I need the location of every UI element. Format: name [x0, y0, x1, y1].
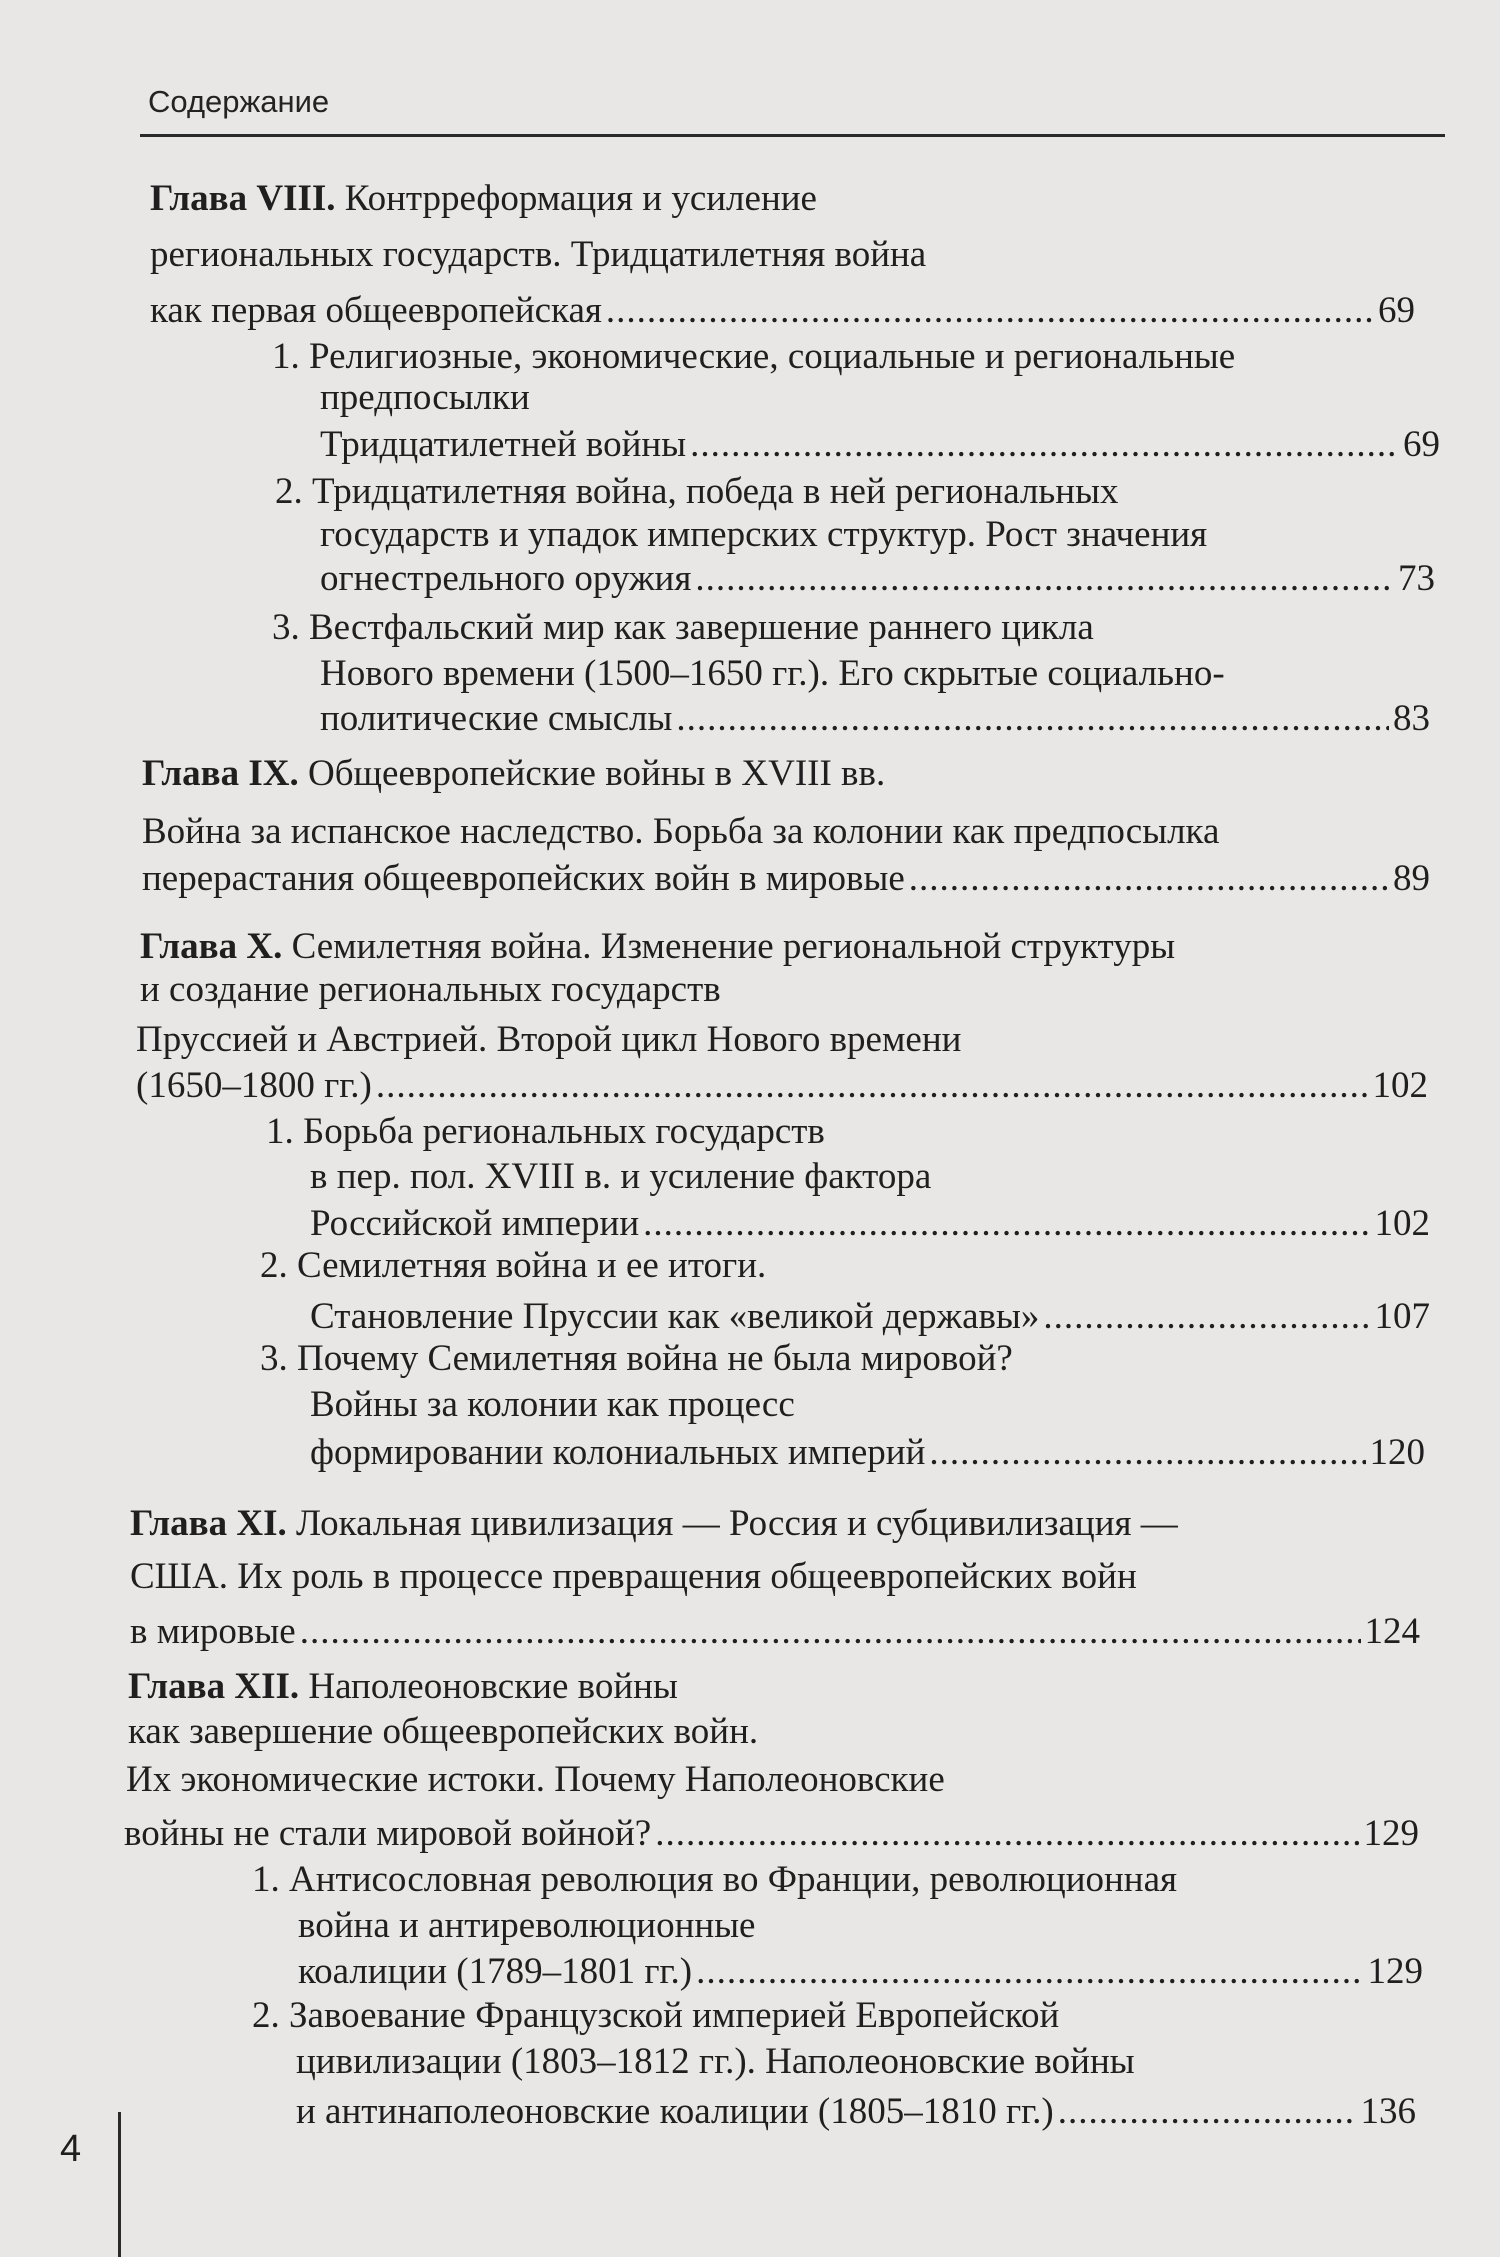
toc-section-8-3-line-3[interactable] — [320, 697, 1430, 741]
entry-text: Тридцатилетней войны — [320, 424, 687, 465]
page-ref: 69 — [1378, 290, 1415, 331]
page-ref: 129 — [1363, 1813, 1419, 1854]
entry-text: формировании колониальных империй — [310, 1432, 926, 1473]
toc-chapter-8-line-1 — [150, 177, 817, 221]
chapter-title: Контрреформация и усиление — [344, 178, 817, 219]
chapter-label: Глава XII. — [128, 1666, 300, 1707]
chapter-title: Общеевропейские войны в XVIII вв. — [307, 753, 886, 794]
toc-chapter-11-line-3[interactable] — [130, 1610, 1420, 1654]
dot-leader — [1058, 2090, 1357, 2134]
toc-section-12-2-line-1: 2. Завоевание Французской империей Европейской — [252, 1995, 1060, 2036]
margin-rule — [118, 2112, 121, 2257]
dot-leader — [690, 423, 1399, 467]
toc-section-8-2-line-2: государств и упадок имперских структур. Рост значения — [320, 514, 1208, 555]
dot-leader — [696, 1950, 1363, 1994]
dot-leader — [676, 697, 1389, 741]
chapter-title: Наполеоновские войны — [308, 1666, 678, 1707]
page-ref: 83 — [1393, 698, 1430, 739]
entry-text: как первая общеевропейская — [150, 290, 602, 331]
toc-chapter-10-line-3: Пруссией и Австрией. Второй цикл Нового времени — [136, 1019, 962, 1060]
toc-chapter-9-line-3[interactable] — [142, 857, 1430, 901]
entry-text: Российской империи — [310, 1203, 640, 1244]
entry-text: огнестрельного оружия — [320, 558, 692, 599]
entry-text: Становление Пруссии как «великой державы» — [310, 1296, 1040, 1337]
toc-section-8-2-line-3[interactable] — [320, 557, 1435, 601]
toc-section-12-2-line-2: цивилизации (1803–1812 гг.). Наполеоновские войны — [296, 2041, 1135, 2082]
dot-leader — [909, 857, 1389, 901]
toc-section-8-1-line-1: 1. Религиозные, экономические, социальные и региональные — [272, 336, 1236, 377]
chapter-label: Глава VIII. — [150, 178, 336, 219]
dot-leader — [376, 1064, 1369, 1108]
toc-chapter-8-line-2: региональных государств. Тридцатилетняя война — [150, 234, 927, 275]
page-ref: 120 — [1369, 1432, 1425, 1473]
toc-chapter-9-line-1 — [142, 752, 885, 796]
page-ref: 89 — [1393, 858, 1430, 899]
running-header: Содержание — [148, 84, 330, 119]
entry-text: коалиции (1789–1801 гг.) — [298, 1951, 693, 1992]
chapter-label: Глава XI. — [130, 1503, 287, 1544]
toc-chapter-8-line-3[interactable] — [150, 289, 1415, 333]
chapter-label: Глава X. — [140, 926, 283, 967]
toc-chapter-10-line-1 — [140, 925, 1175, 969]
dot-leader — [695, 557, 1394, 601]
toc-section-10-3-line-3[interactable] — [310, 1431, 1425, 1475]
entry-text: и антинаполеоновские коалиции (1805–1810 гг.) — [296, 2091, 1054, 2132]
toc-section-8-1-line-2: предпосылки — [320, 377, 530, 418]
toc-section-10-1-line-3[interactable] — [310, 1202, 1430, 1246]
page-ref: 102 — [1372, 1065, 1428, 1106]
toc-section-8-1-line-3[interactable] — [320, 423, 1440, 467]
page-ref: 129 — [1367, 1951, 1423, 1992]
dot-leader — [1043, 1295, 1370, 1339]
entry-text: в мировые — [130, 1611, 296, 1652]
chapter-label: Глава IX. — [142, 753, 299, 794]
toc-chapter-12-line-4[interactable] — [124, 1812, 1419, 1856]
toc-section-10-2-line-1: 2. Семилетняя война и ее итоги. — [260, 1245, 767, 1286]
page-ref: 136 — [1360, 2091, 1416, 2132]
entry-text: войны не стали мировой войной? — [124, 1813, 652, 1854]
dot-leader — [643, 1202, 1370, 1246]
toc-chapter-11-line-2: США. Их роль в процессе превращения общеевропейских войн — [130, 1556, 1137, 1597]
toc-chapter-12-line-1 — [128, 1665, 678, 1709]
toc-section-10-1-line-2: в пер. пол. XVIII в. и усиление фактора — [310, 1156, 932, 1197]
page-ref: 73 — [1398, 558, 1435, 599]
header-rule — [140, 134, 1445, 137]
toc-section-8-3-line-2: Нового времени (1500–1650 гг.). Его скрытые социально- — [320, 653, 1225, 694]
toc-section-12-2-line-3[interactable] — [296, 2090, 1416, 2134]
chapter-title: Семилетняя война. Изменение региональной структуры — [291, 926, 1176, 967]
page-ref: 107 — [1374, 1296, 1430, 1337]
toc-section-8-3-line-1: 3. Вестфальский мир как завершение раннего цикла — [272, 607, 1094, 648]
toc-section-10-2-line-2[interactable] — [310, 1295, 1430, 1339]
page-number: 4 — [60, 2128, 82, 2170]
toc-chapter-12-line-2: как завершение общеевропейских войн. — [128, 1711, 759, 1752]
toc-chapter-11-line-1 — [130, 1502, 1178, 1546]
chapter-title: Локальная цивилизация — Россия и субцивилизация — — [295, 1503, 1178, 1544]
entry-text: политические смыслы — [320, 698, 673, 739]
dot-leader — [929, 1431, 1365, 1475]
page-ref: 102 — [1374, 1203, 1430, 1244]
toc-section-12-1-line-3[interactable] — [298, 1950, 1423, 1994]
toc-section-10-3-line-1: 3. Почему Семилетняя война не была мировой? — [260, 1338, 1013, 1379]
toc-chapter-10-line-4[interactable] — [136, 1064, 1428, 1108]
page-ref: 124 — [1364, 1611, 1420, 1652]
dot-leader — [655, 1812, 1359, 1856]
toc-chapter-10-line-2: и создание региональных государств — [140, 969, 721, 1010]
toc-chapter-9-line-2: Война за испанское наследство. Борьба за колонии как предпосылка — [142, 811, 1220, 852]
toc-section-10-3-line-2: Войны за колонии как процесс — [310, 1384, 795, 1425]
toc-chapter-12-line-3: Их экономические истоки. Почему Наполеоновские — [126, 1759, 945, 1800]
toc-section-12-1-line-2: война и антиреволюционные — [298, 1905, 756, 1946]
page-ref: 69 — [1403, 424, 1440, 465]
dot-leader — [606, 289, 1374, 333]
entry-text: перерастания общеевропейских войн в мировые — [142, 858, 905, 899]
entry-text: (1650–1800 гг.) — [136, 1065, 372, 1106]
toc-section-10-1-line-1: 1. Борьба региональных государств — [266, 1111, 825, 1152]
toc-section-12-1-line-1: 1. Антисословная революция во Франции, революционная — [252, 1859, 1178, 1900]
dot-leader — [300, 1610, 1361, 1654]
toc-section-8-2-line-1: 2. Тридцатилетняя война, победа в ней региональных — [275, 471, 1119, 512]
